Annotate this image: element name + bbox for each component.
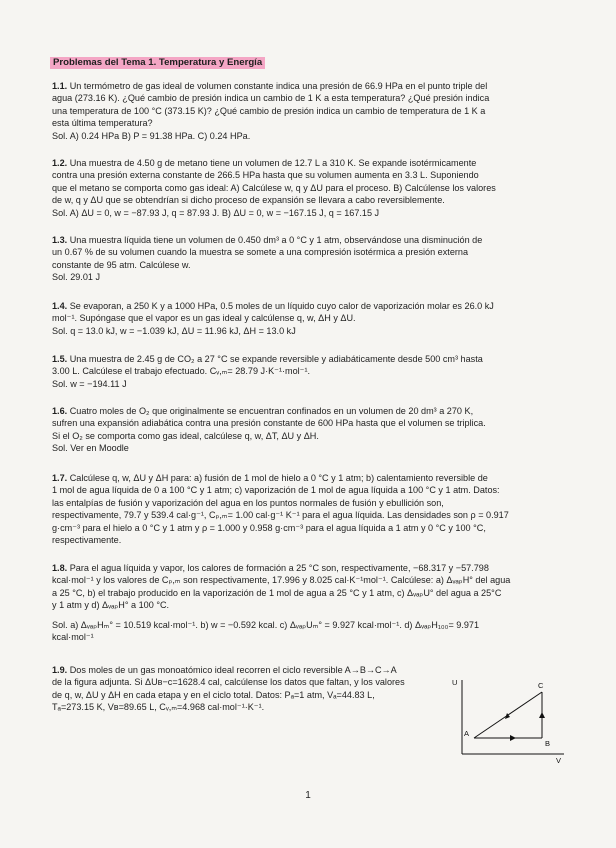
problem-line: Se evaporan, a 250 K y a 1000 HPa, 0.5 moles de un líquido cuyo calor de vaporización molar es 26.0 kJ	[69, 301, 494, 311]
problem-line: de w, q y ΔU que se obtendrían si dicho proceso de expansión se llevara a cabo reversiblemente.	[52, 195, 445, 206]
problem-line: sufren una expansión adiabática contra una presión constante de 600 HPa hasta que el volumen se triplica.	[52, 418, 486, 429]
problem-line: y 1 atm y d) ΔᵥₐₚH° a 100 °C.	[52, 600, 170, 611]
problem-number: 1.3.	[52, 235, 68, 245]
problem-line: 3.00 L. Calcúlese el trabajo efectuado. Cᵥ,ₘ= 28.79 J·K⁻¹·mol⁻¹.	[52, 366, 311, 377]
problem-1-6	[52, 405, 572, 455]
point-a-label: A	[464, 729, 470, 738]
problem-1-4	[52, 300, 572, 337]
problem-1-5	[52, 353, 572, 390]
problem-1-7	[52, 472, 572, 546]
problem-line: las entalpías de fusión y vaporización del agua en los puntos normales de fusión y ebullición son,	[52, 497, 444, 508]
arrow-a-b	[510, 735, 516, 741]
problem-line: de la figura adjunta. Si ΔUʙ−ᴄ=1628.4 cal, calcúlense los datos que faltan, y los valores	[52, 677, 405, 688]
solution-line: Sol. w = −194.11 J	[52, 378, 127, 389]
problem-line: agua (273.16 K). ¿Qué cambio de presión indica un cambio de 1 K a esta temperatura? ¿Qué presión indica	[52, 93, 490, 104]
solution-line: Sol. A) ΔU = 0, w = −87.93 J, q = 87.93 J. B) ΔU = 0, w = −167.15 J, q = 167.15 J	[52, 207, 380, 218]
problem-line: kcal·mol⁻¹ y los valores de Cₚ,ₘ son respectivamente, 17.996 y 8.025 cal·K⁻¹mol⁻¹. Calcúlese: a) ΔᵥₐₚH° del agua	[52, 575, 511, 586]
problem-line: Para el agua líquida y vapor, los calores de formación a 25 °C son, respectivamente, −68.317 y −57.798	[69, 563, 489, 573]
solution-line: Sol. a) ΔᵥₐₚHₘ° = 10.519 kcal·mol⁻¹. b) w = −0.592 kcal. c) ΔᵥₐₚUₘ° = 9.927 kcal·mol⁻¹. d) ΔᵥₐₚH₁₀₀= 9.971	[52, 619, 480, 630]
problem-line: Dos moles de un gas monoatómico ideal recorren el ciclo reversible A→B→C→A	[69, 665, 397, 675]
cycle-diagram	[452, 674, 572, 764]
problem-line: de q, w, ΔU y ΔH en cada etapa y en el ciclo total. Datos: Pₐ=1 atm, Vₐ=44.83 L,	[52, 689, 375, 700]
problem-line: respectivamente.	[52, 535, 122, 546]
problem-line: mol⁻¹. Supóngase que el vapor es un gas ideal y calcúlense q, w, ΔH y ΔU.	[52, 313, 356, 324]
problem-line: que el metano se comporta como gas ideal: A) Calcúlese w, q y ΔU para el proceso. B) Calcúlense los valores	[52, 182, 496, 193]
page-number: 1	[305, 790, 311, 801]
problem-line: g·cm⁻³ para el hielo a 0 °C y 1 atm y ρ = 1.000 y 0.958 g·cm⁻³ para el agua líquida a 1 atm y 0 °C y 100 °C,	[52, 522, 486, 533]
problem-number: 1.8.	[52, 563, 68, 573]
solution-line: Sol. q = 13.0 kJ, w = −1.039 kJ, ΔU = 11.96 kJ, ΔH = 13.0 kJ	[52, 325, 296, 336]
x-axis-label: V	[556, 756, 562, 764]
problem-line: constante de 95 atm. Calcúlese w.	[52, 259, 191, 270]
solution-line: Sol. 29.01 J	[52, 272, 101, 283]
point-c-label: C	[538, 681, 544, 690]
arrow-b-c	[539, 712, 545, 718]
problem-line: Una muestra líquida tiene un volumen de 0.450 dm³ a 0 °C y 1 atm, observándose una disminución de	[69, 235, 483, 245]
problem-line: Calcúlese q, w, ΔU y ΔH para: a) fusión de 1 mol de hielo a 0 °C y 1 atm; b) calentamiento reversible de	[69, 473, 488, 483]
problem-line: esta última temperatura?	[52, 118, 153, 129]
problem-1-8	[52, 562, 572, 643]
problem-number: 1.9.	[52, 665, 68, 675]
problem-line: respectivamente, 79.7 y 539.4 cal·g⁻¹, Cₚ,ₘ= 1.00 cal·g⁻¹ K⁻¹ para el agua líquida. Las densidades son ρ = 0.917	[52, 510, 509, 521]
problem-line: Una muestra de 4.50 g de metano tiene un volumen de 12.7 L a 310 K. Se expande isotérmicamente	[69, 158, 477, 168]
problem-1-3	[52, 234, 572, 284]
problem-1-2	[52, 157, 572, 219]
problem-line: Si el O₂ se comporta como gas ideal, calcúlese q, w, ΔT, ΔU y ΔH.	[52, 430, 319, 441]
solution-line: Sol. Ver en Moodle	[52, 443, 129, 454]
problem-line: Un termómetro de gas ideal de volumen constante indica una presión de 66.9 HPa en el punto triple del	[69, 81, 488, 91]
problem-line: Tₐ=273.15 K, Vʙ=89.65 L, Cᵥ,ₘ=4.968 cal·mol⁻¹·K⁻¹.	[52, 702, 265, 713]
problem-line: Una muestra de 2.45 g de CO₂ a 27 °C se expande reversible y adiabáticamente desde 500 cm³ hasta	[69, 354, 483, 364]
problem-number: 1.7.	[52, 473, 68, 483]
problem-line: 1 mol de agua líquida de 0 a 100 °C y 1 atm; c) vaporización de 1 mol de agua líquida a 100 °C y 1 atm. Datos:	[52, 485, 500, 496]
problem-1-9	[52, 664, 444, 714]
y-axis-label: U	[452, 678, 458, 687]
point-b-label: B	[545, 739, 551, 748]
problem-1-1	[52, 80, 572, 142]
problem-number: 1.6.	[52, 406, 68, 416]
problem-number: 1.5.	[52, 354, 68, 364]
problem-number: 1.1.	[52, 81, 68, 91]
problem-number: 1.4.	[52, 301, 68, 311]
problem-line: un 0.67 % de su volumen cuando la muestra se somete a una compresión isotérmica a presión externa	[52, 247, 469, 258]
problem-line: contra una presión externa constante de 266.5 HPa hasta que su volumen aumenta en 3.3 L. Suponiendo	[52, 170, 479, 181]
solution-line: Sol. A) 0.24 HPa B) P = 91.38 HPa. C) 0.24 HPa.	[52, 130, 251, 141]
solution-line: kcal·mol⁻¹	[52, 632, 94, 643]
problem-line: una temperatura de 100 °C (373.15 K)? ¿Qué cambio de presión indica un cambio de temperatura de 1 K a	[52, 105, 486, 116]
page-heading: Problemas del Tema 1. Temperatura y Energía	[50, 57, 265, 69]
problem-line: a 25 °C, b) el trabajo producido en la vaporización de 1 mol de agua a 25 °C y 1 atm, c) ΔᵥₐₚU° del agua a 25°C	[52, 587, 502, 598]
problem-line: Cuatro moles de O₂ que originalmente se encuentran confinados en un volumen de 20 dm³ a 270 K,	[69, 406, 474, 416]
problem-number: 1.2.	[52, 158, 68, 168]
